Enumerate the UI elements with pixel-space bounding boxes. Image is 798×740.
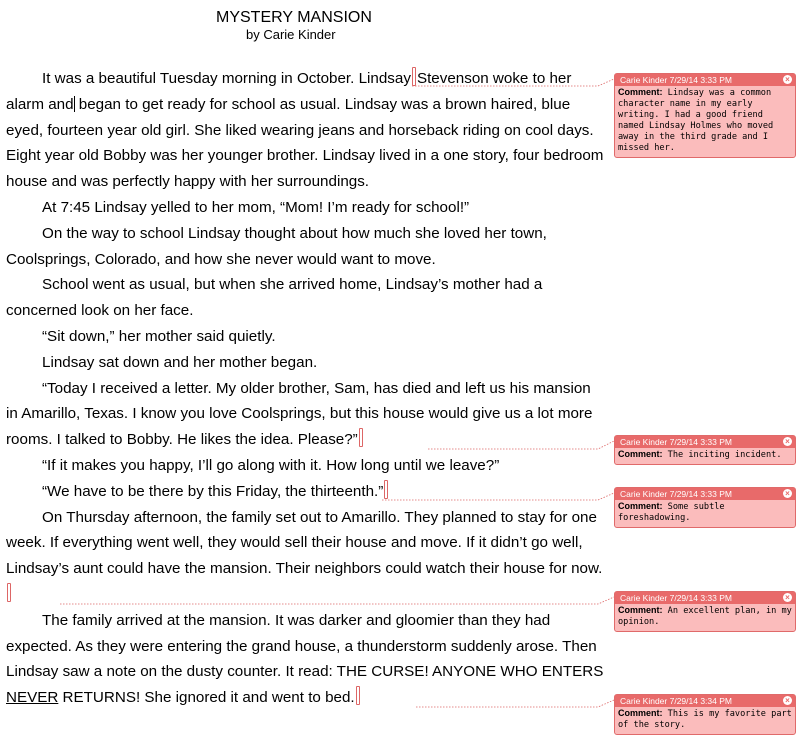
comment-author-date: Carie Kinder 7/29/14 3:34 PM bbox=[620, 696, 732, 706]
comment-text: The inciting incident. bbox=[662, 450, 782, 460]
comment-author-date: Carie Kinder 7/29/14 3:33 PM bbox=[620, 489, 732, 499]
text-run: Stevenson woke to her alarm and bbox=[6, 70, 572, 113]
document-byline: by Carie Kinder bbox=[246, 27, 336, 42]
comment-text: An excellent plan, in my opinion. bbox=[618, 606, 792, 627]
comment-balloon-1[interactable] bbox=[614, 73, 796, 158]
paragraph-3: On the way to school Lindsay thought about how much she loved her town, Coolsprings, Colorado, and how she never would want to move. bbox=[6, 224, 547, 268]
comment-text: Lindsay was a common character name in my early writing. I had a good friend named Lindsay Holmes who moved away in the third grade and I missed her. bbox=[618, 88, 774, 153]
comment-text: Some subtle foreshadowing. bbox=[618, 502, 725, 523]
paragraph-2: At 7:45 Lindsay yelled to her mom, “Mom! I’m ready for school!” bbox=[42, 198, 470, 216]
paragraph-5: “Sit down,” her mother said quietly. bbox=[42, 327, 276, 345]
text-run: The family arrived at the mansion. It was darker and gloomier than they had expected. As they were entering the grand house, a thunderstorm suddenly arose. Then Lindsay saw a note on the dusty counter. It read: THE CURSE! ANYONE WHO ENTERS bbox=[6, 611, 604, 681]
paragraph-11 bbox=[6, 608, 606, 711]
comment-anchor-5[interactable] bbox=[356, 686, 360, 705]
close-icon[interactable]: × bbox=[783, 593, 792, 602]
comment-header bbox=[615, 695, 795, 707]
paragraph-6: Lindsay sat down and her mother began. bbox=[42, 353, 318, 371]
underlined-text: NEVER bbox=[6, 689, 59, 707]
comment-header bbox=[615, 74, 795, 86]
paragraph-8: “If it makes you happy, I’ll go along with it. How long until we leave?” bbox=[42, 456, 500, 474]
comment-author-date: Carie Kinder 7/29/14 3:33 PM bbox=[620, 593, 732, 603]
text-run: It was a beautiful Tuesday morning in October. Lindsay bbox=[42, 70, 411, 87]
comment-label: Comment: bbox=[618, 708, 663, 718]
comment-body bbox=[615, 86, 795, 157]
comment-balloon-3[interactable] bbox=[614, 487, 796, 528]
close-icon[interactable]: × bbox=[783, 696, 792, 705]
comment-balloon-4[interactable] bbox=[614, 591, 796, 632]
comment-label: Comment: bbox=[618, 87, 663, 97]
document-title: MYSTERY MANSION bbox=[216, 9, 372, 26]
comment-header bbox=[615, 488, 795, 500]
text-run: “Today I received a letter. My older brother, Sam, has died and left us his mansion in Amarillo, Texas. I know you love Coolsprings, but this house would give us a lot more rooms. I talked to Bobby. He likes the idea. Please?” bbox=[6, 379, 593, 449]
paragraph-7 bbox=[6, 376, 606, 453]
comment-body bbox=[615, 500, 795, 527]
comment-anchor-1[interactable] bbox=[412, 67, 416, 86]
comment-anchor-2[interactable] bbox=[359, 428, 363, 447]
comment-author-date: Carie Kinder 7/29/14 3:33 PM bbox=[620, 437, 732, 447]
paragraph-4: School went as usual, but when she arrived home, Lindsay’s mother had a concerned look on her face. bbox=[6, 276, 543, 320]
paragraph-9 bbox=[6, 479, 606, 505]
comment-author-date: Carie Kinder 7/29/14 3:33 PM bbox=[620, 75, 732, 85]
comment-label: Comment: bbox=[618, 449, 663, 459]
close-icon[interactable]: × bbox=[783, 489, 792, 498]
text-run: RETURNS! She ignored it and went to bed. bbox=[58, 689, 355, 707]
comment-header bbox=[615, 592, 795, 604]
comment-body bbox=[615, 707, 795, 734]
paragraph-10 bbox=[6, 505, 606, 608]
document-body[interactable] bbox=[6, 66, 606, 711]
comment-body bbox=[615, 448, 795, 464]
comment-anchor-4[interactable] bbox=[7, 583, 11, 602]
paragraph-1 bbox=[6, 66, 606, 195]
comment-balloon-5[interactable] bbox=[614, 694, 796, 735]
comment-label: Comment: bbox=[618, 501, 663, 511]
comment-body bbox=[615, 604, 795, 631]
comment-text: This is my favorite part of the story. bbox=[618, 709, 792, 730]
comment-anchor-3[interactable] bbox=[384, 480, 388, 499]
close-icon[interactable]: × bbox=[783, 75, 792, 84]
text-run: “We have to be there by this Friday, the thirteenth.” bbox=[42, 482, 384, 500]
comment-label: Comment: bbox=[618, 605, 663, 615]
close-icon[interactable]: × bbox=[783, 437, 792, 446]
text-run: On Thursday afternoon, the family set out to Amarillo. They planned to stay for one week. If everything went well, they would sell their house and move. If it didn’t go well, Lindsay’s aunt could have the mansion. Their neighbors could watch their house for now. bbox=[6, 508, 603, 578]
comment-balloon-2[interactable] bbox=[614, 435, 796, 465]
comment-header bbox=[615, 436, 795, 448]
text-run: began to get ready for school as usual. Lindsay was a brown haired, blue eyed, fourteen year old girl. She liked wearing jeans and horseback riding on cool days. Eight year old Bobby was her younger brother. Lindsay lived in a one story, four bedroom house and was perfectly happy with her surroundings. bbox=[6, 95, 604, 191]
